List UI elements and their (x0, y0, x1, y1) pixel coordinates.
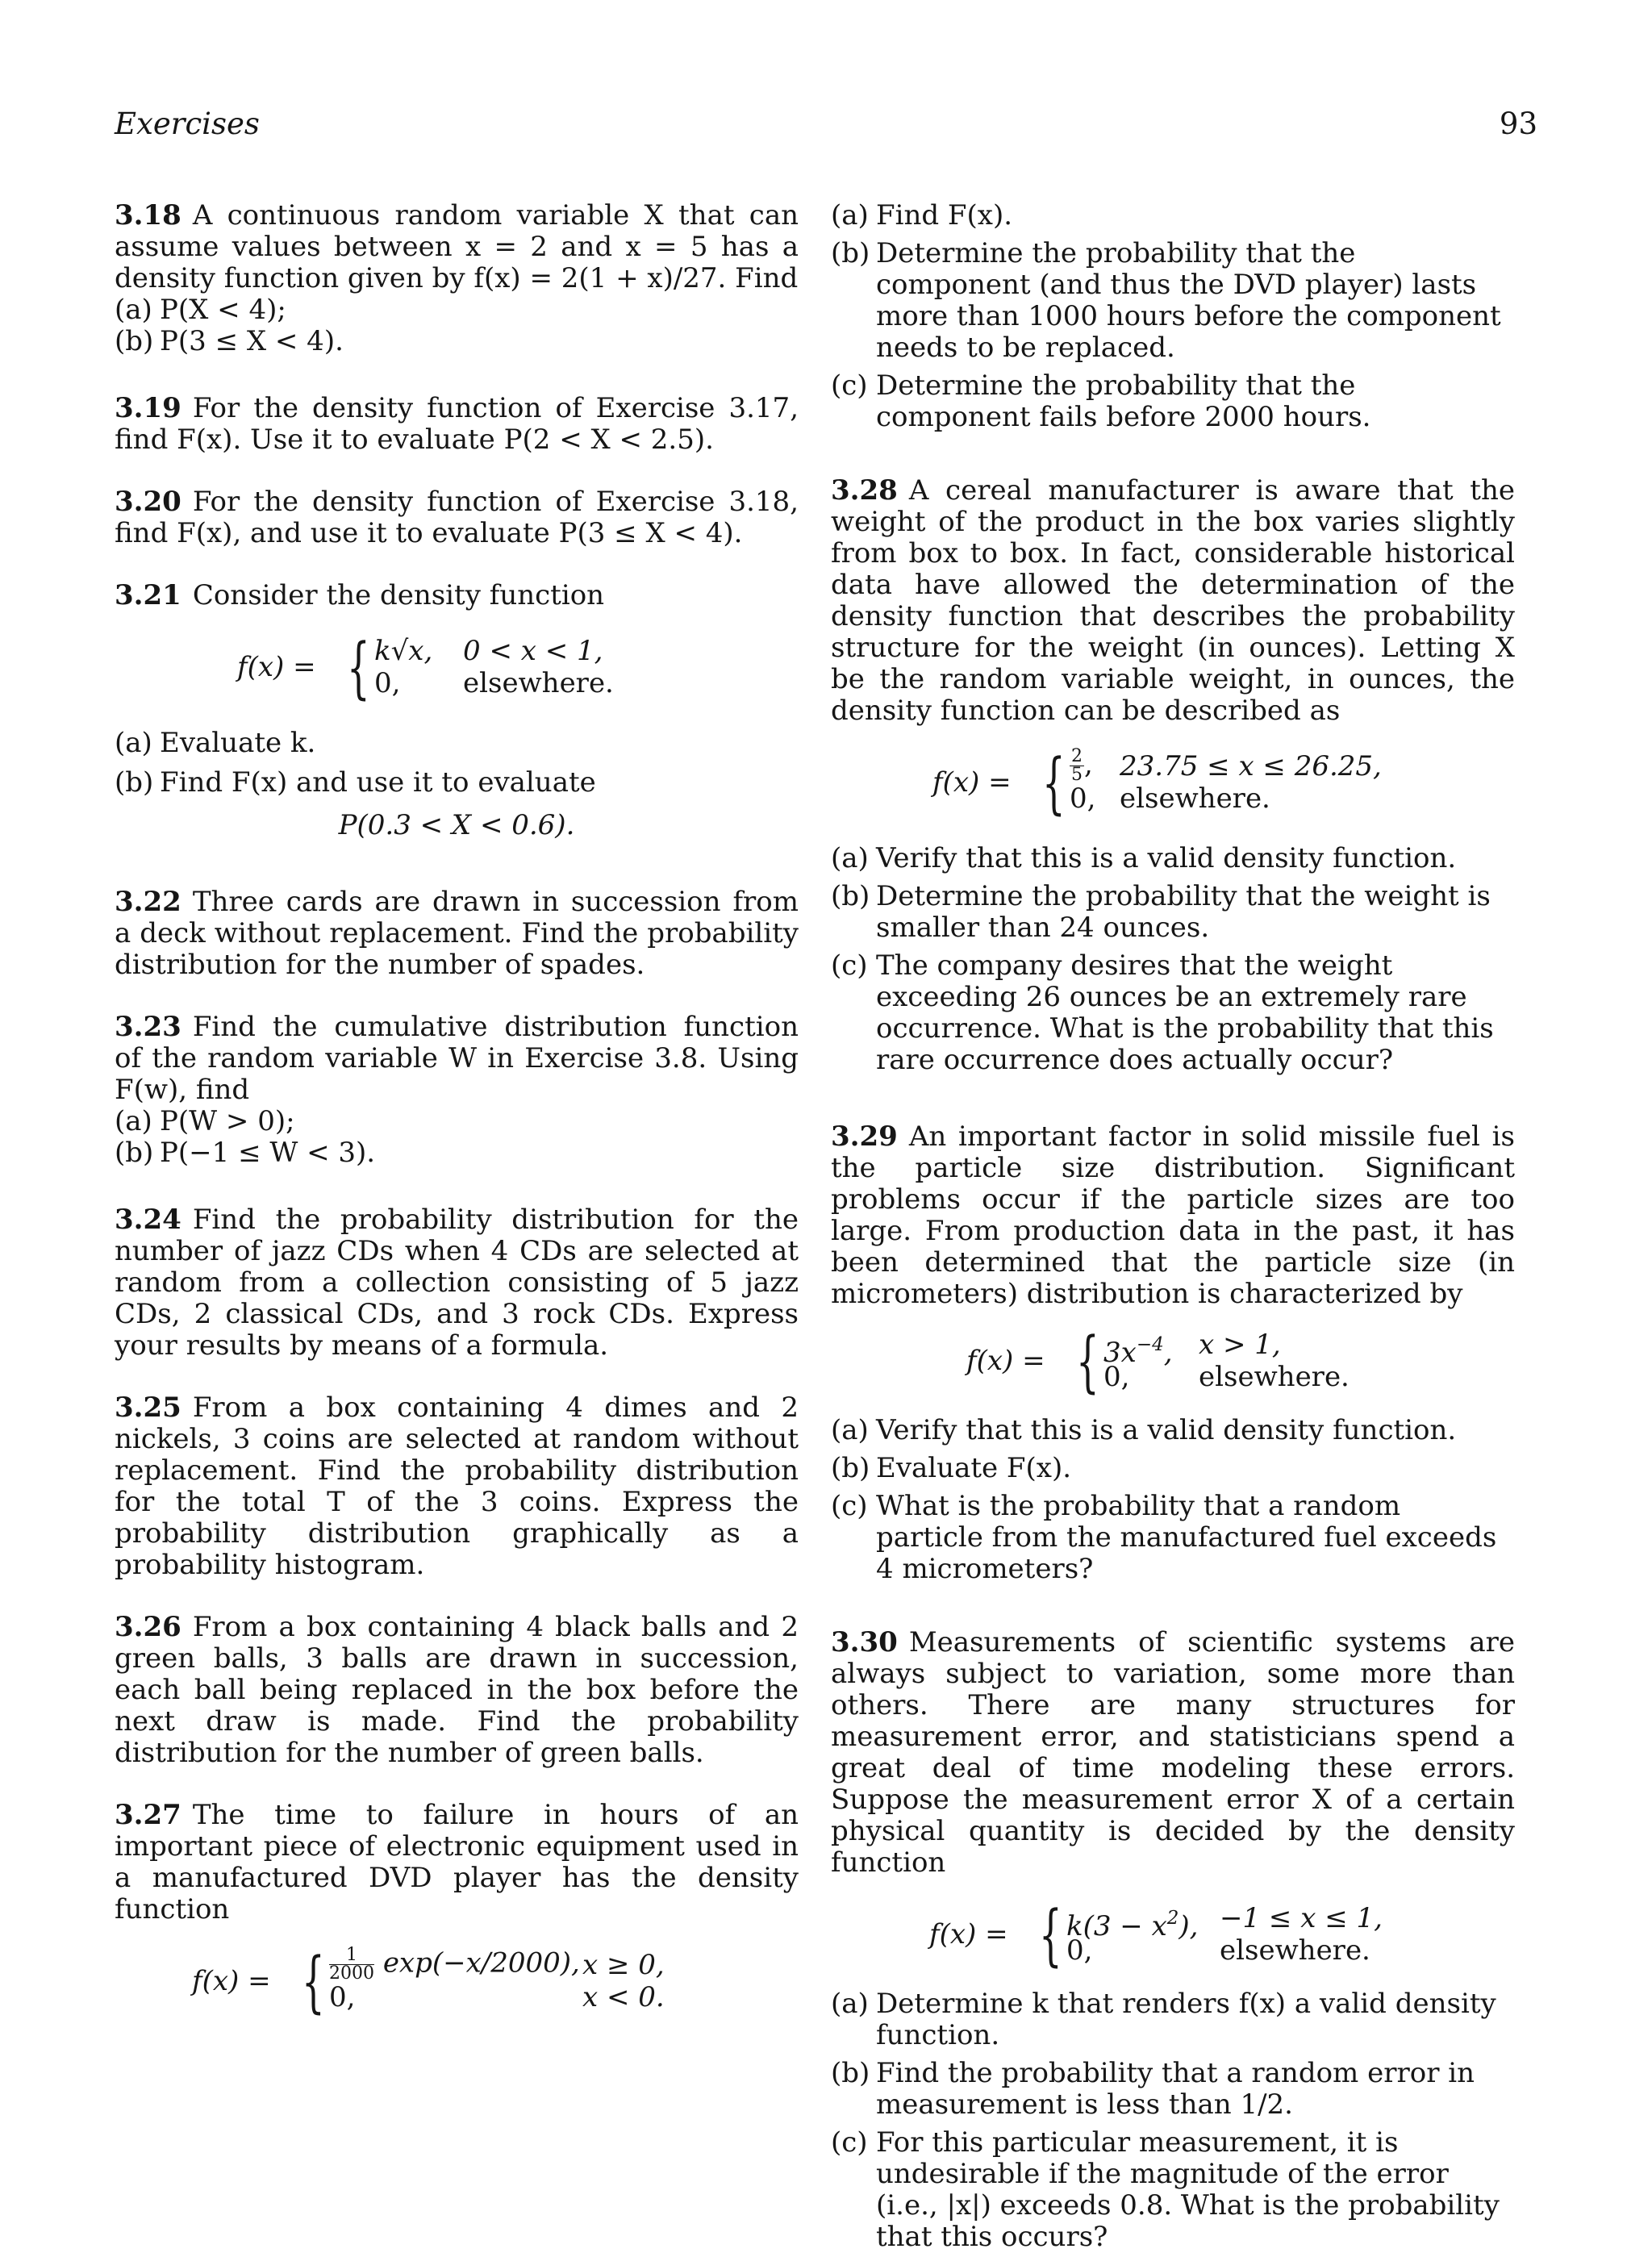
equation-lhs: f(x) = (932, 766, 1012, 799)
probability-expression: P(0.3 < X < 0.6). (338, 809, 575, 841)
case-1-condition: x ≥ 0, (582, 1949, 665, 1981)
part-a (115, 294, 799, 326)
right-column (831, 200, 1515, 2253)
fraction (1070, 748, 1084, 784)
part-text: P(X < 4); (160, 294, 286, 326)
part-label: (b) (831, 237, 870, 269)
case-1-condition: −1 ≤ x ≤ 1, (1220, 1902, 1383, 1934)
part-text: Determine the probability that the component fails before 2000 hours. (876, 369, 1371, 433)
base: k(3 − x (1066, 1910, 1167, 1942)
case-1-expression: $\frac{2}{5}$ , (1071, 746, 1093, 785)
part-a (115, 728, 799, 759)
base: 3x (1103, 1337, 1137, 1369)
part-a (831, 1988, 1515, 2051)
left-brace: { (302, 1944, 325, 2021)
exercise-text: Find the probability distribution for the number of jazz CDs when 4 CDs are selected at random from a collection consisting of 5 jazz CDs, 2 classical CDs, and 3 rock CDs. Express your results by means of a formula. (115, 1204, 799, 1362)
part-text: Find F(x) and use it to evaluate (160, 766, 596, 799)
left-brace: { (347, 630, 370, 707)
part-b (831, 2058, 1515, 2121)
exercise-3-29 (831, 1121, 1515, 1310)
equation-lhs: f(x) = (929, 1918, 1008, 1951)
numerator: 1 (329, 1946, 374, 1965)
case-2-expression: 0, (329, 1981, 356, 2013)
exercise-number: 3.24 (115, 1204, 181, 1236)
exercise-text: A continuous random variable X that can assume values between x = 2 and x = 5 has a density function given by f(x) = 2(1 + x)/27. Find (115, 199, 799, 294)
equation-lhs: f(x) = (966, 1345, 1045, 1377)
exponent: −4 (1136, 1334, 1164, 1355)
left-brace: { (1039, 1897, 1062, 1974)
part-label: (a) (831, 842, 869, 874)
part-text: Verify that this is a valid density function. (876, 1414, 1457, 1446)
part-text: Determine k that renders f(x) a valid density function. (876, 1988, 1496, 2051)
exercise-3-19 (115, 393, 799, 456)
part-label: (b) (831, 1452, 870, 1484)
part-label: (a) (115, 1105, 152, 1137)
exercise-number: 3.19 (115, 392, 181, 424)
part-label: (c) (831, 2126, 868, 2159)
density-equation (831, 1897, 1515, 1974)
equation-lhs: f(x) = (192, 1965, 271, 1997)
part-label: (a) (831, 199, 869, 232)
part-text: Determine the probability that the weight is smaller than 24 ounces. (876, 880, 1491, 944)
part-text: P(3 ≤ X < 4). (160, 325, 344, 357)
part-label: (a) (831, 1414, 869, 1446)
part-b (831, 238, 1515, 364)
case-1-expression: $3x^{-4}$, (1103, 1334, 1173, 1369)
case-2-condition: elsewhere. (463, 667, 614, 699)
exercise-number: 3.28 (831, 474, 898, 507)
exercise-number: 3.27 (115, 1799, 181, 1831)
case-2-condition: elsewhere. (1120, 782, 1270, 815)
case-1-expression (329, 1946, 580, 1983)
part-label: (b) (115, 766, 154, 799)
case-2-expression: 0, (1066, 1934, 1093, 1967)
exercise-number: 3.21 (115, 579, 181, 611)
page-number: 93 (1499, 106, 1537, 141)
case-2-condition: elsewhere. (1220, 1934, 1370, 1967)
density-equation (831, 1324, 1515, 1400)
part-c (831, 950, 1515, 1076)
denominator: 5 (1071, 765, 1083, 785)
exercise-number: 3.29 (831, 1120, 898, 1153)
part-text: For this particular measurement, it is undesirable if the magnitude of the error (i.e., |x|) exceeds 0.8. What is the probability that this occurs? (876, 2126, 1500, 2253)
exercise-3-26 (115, 1612, 799, 1769)
case-1-expression: k√x, (374, 635, 433, 667)
numerator: 2 (1071, 746, 1083, 766)
part-c (831, 1491, 1515, 1585)
exercise-3-23 (115, 1012, 799, 1106)
exercise-3-28 (831, 475, 1515, 727)
exercise-text: A cereal manufacturer is aware that the weight of the product in the box varies slightly from box to box. In fact, considerable historical data have allowed the determination of the density function that describes the probability structure for the weight (in ounces). Letting X be the random variable weight, in ounces, the density function can be described as (831, 474, 1515, 727)
equation-lhs: f(x) = (237, 651, 316, 683)
exercise-text: For the density function of Exercise 3.17, find F(x). Use it to evaluate P(2 < X < 2.5). (115, 392, 799, 456)
part-label: (c) (831, 369, 868, 402)
denominator: 2000 (329, 1963, 374, 1984)
left-brace: { (1076, 1324, 1099, 1400)
case-1-condition: 23.75 ≤ x ≤ 26.25, (1120, 750, 1382, 782)
exercise-3-25 (115, 1392, 799, 1581)
exercise-3-24 (115, 1204, 799, 1362)
exercise-text: Consider the density function (192, 579, 605, 611)
part-c (831, 2127, 1515, 2253)
exponent: 2 (1166, 1908, 1179, 1929)
case-2-condition: x < 0. (582, 1981, 665, 2013)
density-equation (115, 1944, 799, 2021)
exercise-3-30 (831, 1627, 1515, 1879)
part-label: (a) (115, 727, 152, 759)
case-2-expression: 0, (374, 667, 401, 699)
closing: ), (1179, 1910, 1199, 1942)
exercise-number: 3.20 (115, 486, 181, 518)
exercise-text: From a box containing 4 dimes and 2 nickels, 3 coins are selected at random without replacement. Find the probability distribution for the total T of the 3 coins. Express the probability distribution graphically as a probability histogram. (115, 1391, 799, 1581)
case-2-expression: 0, (1070, 782, 1096, 815)
density-equation (831, 745, 1515, 822)
part-text: What is the probability that a random particle from the manufactured fuel exceeds 4 micrometers? (876, 1490, 1497, 1585)
running-head-title: Exercises (115, 106, 260, 141)
part-text: Find the probability that a random error in measurement is less than 1/2. (876, 2057, 1475, 2121)
exercise-number: 3.25 (115, 1391, 181, 1424)
exercise-3-27 (115, 1800, 799, 1925)
part-text: Determine the probability that the component (and thus the DVD player) lasts more than 1000 hours before the component needs to be replaced. (876, 237, 1501, 364)
exercise-number: 3.22 (115, 886, 181, 918)
exercise-text: The time to failure in hours of an important piece of electronic equipment used in a manufactured DVD player has the density function (115, 1799, 799, 1925)
exercise-text: For the density function of Exercise 3.18, find F(x), and use it to evaluate P(3 ≤ X < 4). (115, 486, 799, 549)
case-1-condition: x > 1, (1199, 1329, 1281, 1361)
left-column (115, 199, 799, 2021)
part-a (115, 1106, 799, 1137)
exercise-text: An important factor in solid missile fuel is the particle size distribution. Significant problems occur if the particle sizes are too large. From production data in the past, it has been determined that the particle size (in micrometers) distribution is characterized by (831, 1120, 1515, 1310)
part-b (115, 767, 799, 799)
exercise-text: From a box containing 4 black balls and 2 green balls, 3 balls are drawn in succession, each ball being replaced in the box before the next draw is made. Find the probability distribution for the number of green balls. (115, 1611, 799, 1769)
part-text: Verify that this is a valid density function. (876, 842, 1457, 874)
part-text: P(W > 0); (160, 1105, 295, 1137)
exercise-3-22 (115, 887, 799, 981)
part-text: Evaluate k. (160, 727, 316, 759)
part-b (115, 326, 799, 357)
exp-term: exp(−x/2000), (382, 1946, 580, 1980)
case-1-condition: 0 < x < 1, (463, 635, 603, 667)
part-label: (c) (831, 1490, 868, 1522)
exercise-3-20 (115, 486, 799, 549)
part-label: (a) (115, 294, 152, 326)
part-text: Evaluate F(x). (876, 1452, 1072, 1484)
part-text: The company desires that the weight exceeding 26 ounces be an extremely rare occurrence. What is the probability that this rare occurrence does actually occur? (876, 949, 1494, 1076)
exercise-number: 3.18 (115, 199, 181, 232)
part-b (831, 1453, 1515, 1484)
left-brace: { (1042, 745, 1066, 822)
part-a (831, 843, 1515, 874)
exercise-text: Find the cumulative distribution function of the random variable W in Exercise 3.8. Using F(w), find (115, 1011, 799, 1106)
density-equation (115, 630, 799, 707)
part-text: P(−1 ≤ W < 3). (160, 1137, 376, 1169)
part-a (831, 1415, 1515, 1446)
exercise-number: 3.30 (831, 1626, 898, 1658)
part-c (831, 370, 1515, 433)
running-head (115, 106, 1537, 147)
exercise-number: 3.23 (115, 1011, 181, 1043)
part-label: (b) (115, 1137, 154, 1169)
exercise-number: 3.26 (115, 1611, 181, 1643)
case-2-condition: elsewhere. (1199, 1361, 1350, 1393)
case-2-expression: 0, (1103, 1361, 1130, 1393)
part-label: (b) (831, 2057, 870, 2089)
part-label: (a) (831, 1988, 869, 2020)
exercise-3-18 (115, 200, 799, 294)
part-text: Find F(x). (876, 199, 1013, 232)
part-b (115, 1137, 799, 1169)
exercise-3-21 (115, 580, 799, 611)
part-a (831, 200, 1515, 232)
part-label: (b) (831, 880, 870, 912)
part-b (831, 881, 1515, 944)
exercise-text: Three cards are drawn in succession from a deck without replacement. Find the probability distribution for the number of spades. (115, 886, 799, 981)
fraction (329, 1946, 374, 1983)
exercise-text: Measurements of scientific systems are always subject to variation, some more than others. There are many structures for measurement error, and statisticians spend a great deal of time modeling these errors. Suppose the measurement error X of a certain physical quantity is decided by the density function (831, 1626, 1515, 1879)
part-label: (c) (831, 949, 868, 982)
part-label: (b) (115, 325, 154, 357)
